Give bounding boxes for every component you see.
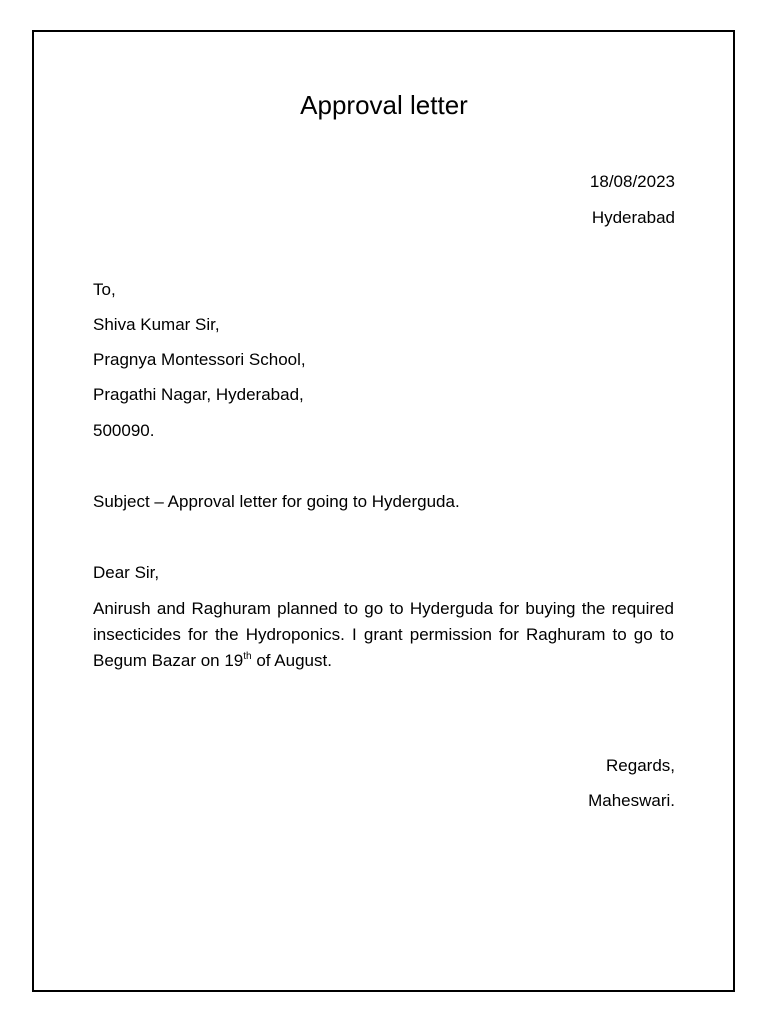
recipient-name: Shiva Kumar Sir, [93, 315, 220, 334]
letter-place: Hyderabad [591, 208, 675, 227]
letter-greeting: Dear Sir, [93, 563, 160, 582]
ordinal-suffix: th [243, 651, 252, 662]
letter-title: Approval letter [300, 90, 468, 120]
letter-signature: Maheswari. [588, 791, 675, 810]
recipient-school: Pragnya Montessori School, [93, 350, 306, 369]
letter-body-text-end: of August. [251, 651, 332, 670]
letter-body-text: Anirush and Raghuram planned to go to Hyderguda for buying the required insecticides for the Hydroponics. I grant permission for Raghuram to go to Begum Bazar on 19 [93, 599, 674, 670]
letter-closing: Regards, [606, 756, 675, 775]
letter-body [93, 596, 674, 674]
letter-subject: Subject – Approval letter for going to Hyderguda. [93, 492, 460, 511]
letter-date: 18/08/2023 [589, 172, 675, 191]
recipient-pincode: 500090. [93, 421, 155, 440]
recipient-to: To, [93, 280, 116, 299]
recipient-address: Pragathi Nagar, Hyderabad, [93, 385, 304, 404]
